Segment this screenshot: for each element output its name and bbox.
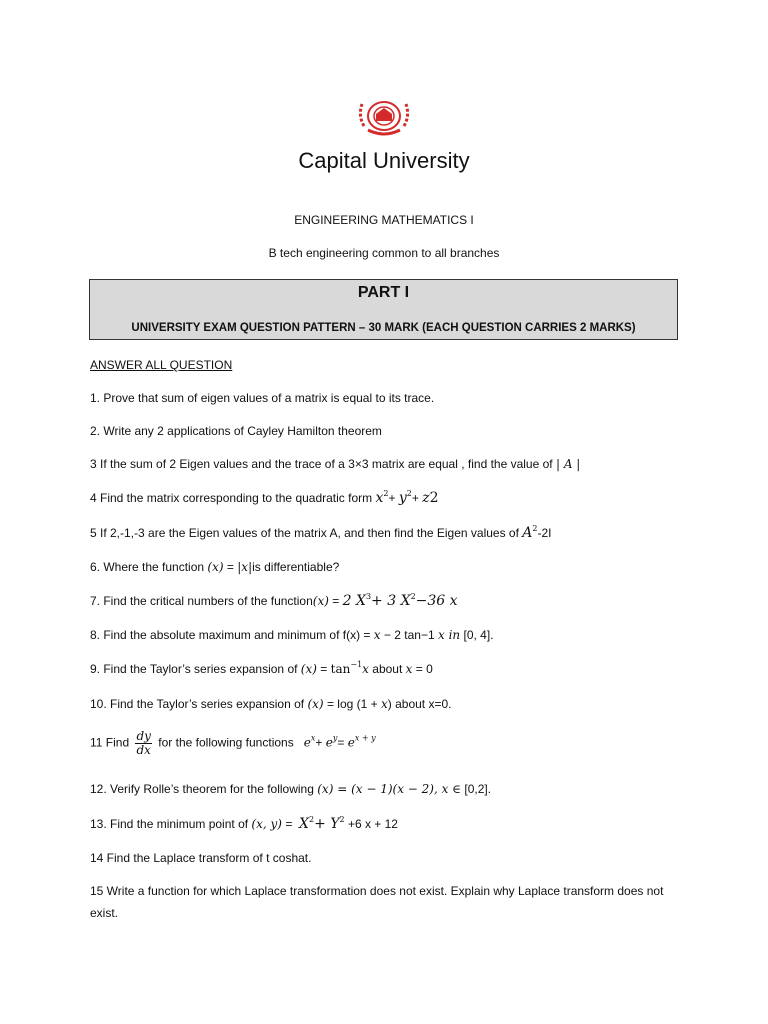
q13-exp1: 2 bbox=[308, 815, 315, 824]
q4-x-exp: 2 bbox=[383, 489, 389, 498]
q4-two: 2 bbox=[429, 490, 439, 506]
q8-pre: 8. Find the absolute maximum and minimum of f(x) = bbox=[90, 628, 371, 642]
question-1: 1. Prove that sum of eigen values of a matrix is equal to its trace. bbox=[90, 391, 435, 405]
q11-den: dx bbox=[136, 743, 151, 757]
part-header-box bbox=[89, 279, 678, 340]
question-7 bbox=[90, 593, 458, 609]
q9-post: = 0 bbox=[415, 662, 433, 676]
q11-e3: e bbox=[347, 735, 355, 750]
q11-pre: 11 Find bbox=[90, 735, 130, 750]
q12-post: [0,2]. bbox=[464, 782, 492, 796]
q5-text: 5 If 2,-1,-3 are the Eigen values of the matrix A, and then find the Eigen values of bbox=[90, 526, 519, 540]
q13-xy: (x, y) bbox=[251, 817, 282, 831]
q11-derivative bbox=[135, 730, 151, 757]
q11-p3: x + y bbox=[354, 733, 376, 743]
q3-math: | A | bbox=[555, 457, 581, 471]
q4-z: z bbox=[422, 490, 430, 506]
q7-eq: = bbox=[332, 594, 340, 608]
q9-about: about bbox=[372, 662, 403, 676]
q6-post: is differentiable? bbox=[252, 560, 340, 574]
university-logo-seal bbox=[354, 96, 414, 138]
q13-pre: 13. Find the minimum point of bbox=[90, 817, 249, 831]
q9-eq: = bbox=[320, 662, 328, 676]
q11-eq: = bbox=[337, 735, 345, 750]
q7-exp2: 2 bbox=[410, 592, 416, 601]
part-title: PART I bbox=[357, 284, 410, 301]
q4-y-exp: 2 bbox=[406, 489, 412, 498]
q4-plus1: + bbox=[388, 491, 396, 505]
q11-e1: e bbox=[303, 735, 311, 750]
q9-inv: −1 bbox=[350, 660, 363, 669]
q7-pre: 7. Find the critical numbers of the function bbox=[90, 594, 313, 608]
q10-pre: 10. Find the Taylor’s series expansion of bbox=[90, 697, 305, 711]
university-name: Capital University bbox=[298, 148, 470, 173]
q13-exp2: 2 bbox=[339, 815, 345, 824]
question-8 bbox=[90, 627, 494, 643]
q8-x2: x in bbox=[437, 628, 461, 642]
q11-num: dy bbox=[136, 729, 151, 743]
q9-pre: 9. Find the Taylor’s series expansion of bbox=[90, 662, 298, 676]
q7-fx: (x) bbox=[312, 594, 329, 608]
q5-tail: -2I bbox=[537, 526, 552, 540]
q6-abs: |x| bbox=[237, 560, 253, 574]
q8-mid: − 2 tan−1 bbox=[383, 628, 435, 642]
q10-fx: (x) bbox=[307, 697, 324, 711]
question-2: 2. Write any 2 applications of Cayley Hamilton theorem bbox=[90, 424, 382, 438]
q11-plus: + bbox=[315, 735, 323, 750]
question-15: 15 Write a function for which Laplace transformation does not exist. Explain why Laplace transform does not exist. bbox=[90, 884, 664, 920]
q9-tan: tan bbox=[330, 662, 351, 676]
q9-x0: x bbox=[405, 662, 413, 676]
q8-x1: x bbox=[373, 628, 381, 642]
subject-title: ENGINEERING MATHEMATICS I bbox=[294, 213, 474, 227]
q7-exp1: 3 bbox=[365, 592, 372, 601]
q6-eq: = bbox=[226, 560, 234, 574]
question-13 bbox=[90, 816, 398, 832]
question-3 bbox=[90, 456, 580, 472]
q5-exp: 2 bbox=[532, 524, 538, 533]
q4-text: 4 Find the matrix corresponding to the quadratic form bbox=[90, 491, 373, 505]
question-11 bbox=[90, 730, 376, 757]
question-9 bbox=[90, 661, 433, 677]
q6-pre: 6. Where the function bbox=[90, 560, 205, 574]
q9-x: x bbox=[362, 662, 369, 676]
q4-x: x bbox=[375, 490, 384, 506]
q7-term3: −36 x bbox=[415, 593, 458, 609]
q4-y: y bbox=[398, 490, 407, 506]
q3-text: 3 If the sum of 2 Eigen values and the trace of a 3×3 matrix are equal , find the value of bbox=[90, 457, 553, 471]
q9-fx: (x) bbox=[300, 662, 317, 676]
q11-p2: y bbox=[332, 733, 338, 743]
question-4 bbox=[90, 490, 439, 506]
q10-x: x bbox=[381, 697, 388, 711]
q4-plus2: + bbox=[411, 491, 419, 505]
q13-eq: = bbox=[285, 817, 293, 831]
q5-a: A bbox=[522, 525, 533, 541]
q11-post: for the following functions bbox=[158, 735, 294, 750]
question-14: 14 Find the Laplace transform of t coshat. bbox=[90, 851, 312, 865]
q7-term1: 2 X bbox=[342, 593, 366, 609]
branch-line: B tech engineering common to all branches bbox=[268, 246, 500, 260]
question-12 bbox=[90, 781, 491, 797]
q12-pre: 12. Verify Rolle’s theorem for the following bbox=[90, 782, 314, 796]
q10-mid: = log (1 + bbox=[326, 697, 378, 711]
question-6 bbox=[90, 559, 339, 575]
q13-X: X bbox=[299, 816, 309, 832]
q13-post: +6 x + 12 bbox=[347, 817, 398, 831]
q8-post: [0, 4]. bbox=[463, 628, 494, 642]
q6-fx: (x) bbox=[207, 560, 224, 574]
q11-e2: e bbox=[325, 735, 333, 750]
q7-term2: + 3 X bbox=[371, 593, 411, 609]
question-5 bbox=[90, 525, 552, 541]
q13-Y: + Y bbox=[314, 816, 340, 832]
q11-p1: x bbox=[310, 733, 316, 743]
instruction-heading: ANSWER ALL QUESTION bbox=[90, 358, 233, 372]
exam-pattern: UNIVERSITY EXAM QUESTION PATTERN – 30 MARK (EACH QUESTION CARRIES 2 MARKS) bbox=[131, 322, 636, 334]
q10-post: ) about x=0. bbox=[387, 697, 452, 711]
question-10 bbox=[90, 696, 452, 712]
q12-expr: (x) = (x − 1)(x − 2), x ∈ bbox=[317, 782, 462, 796]
